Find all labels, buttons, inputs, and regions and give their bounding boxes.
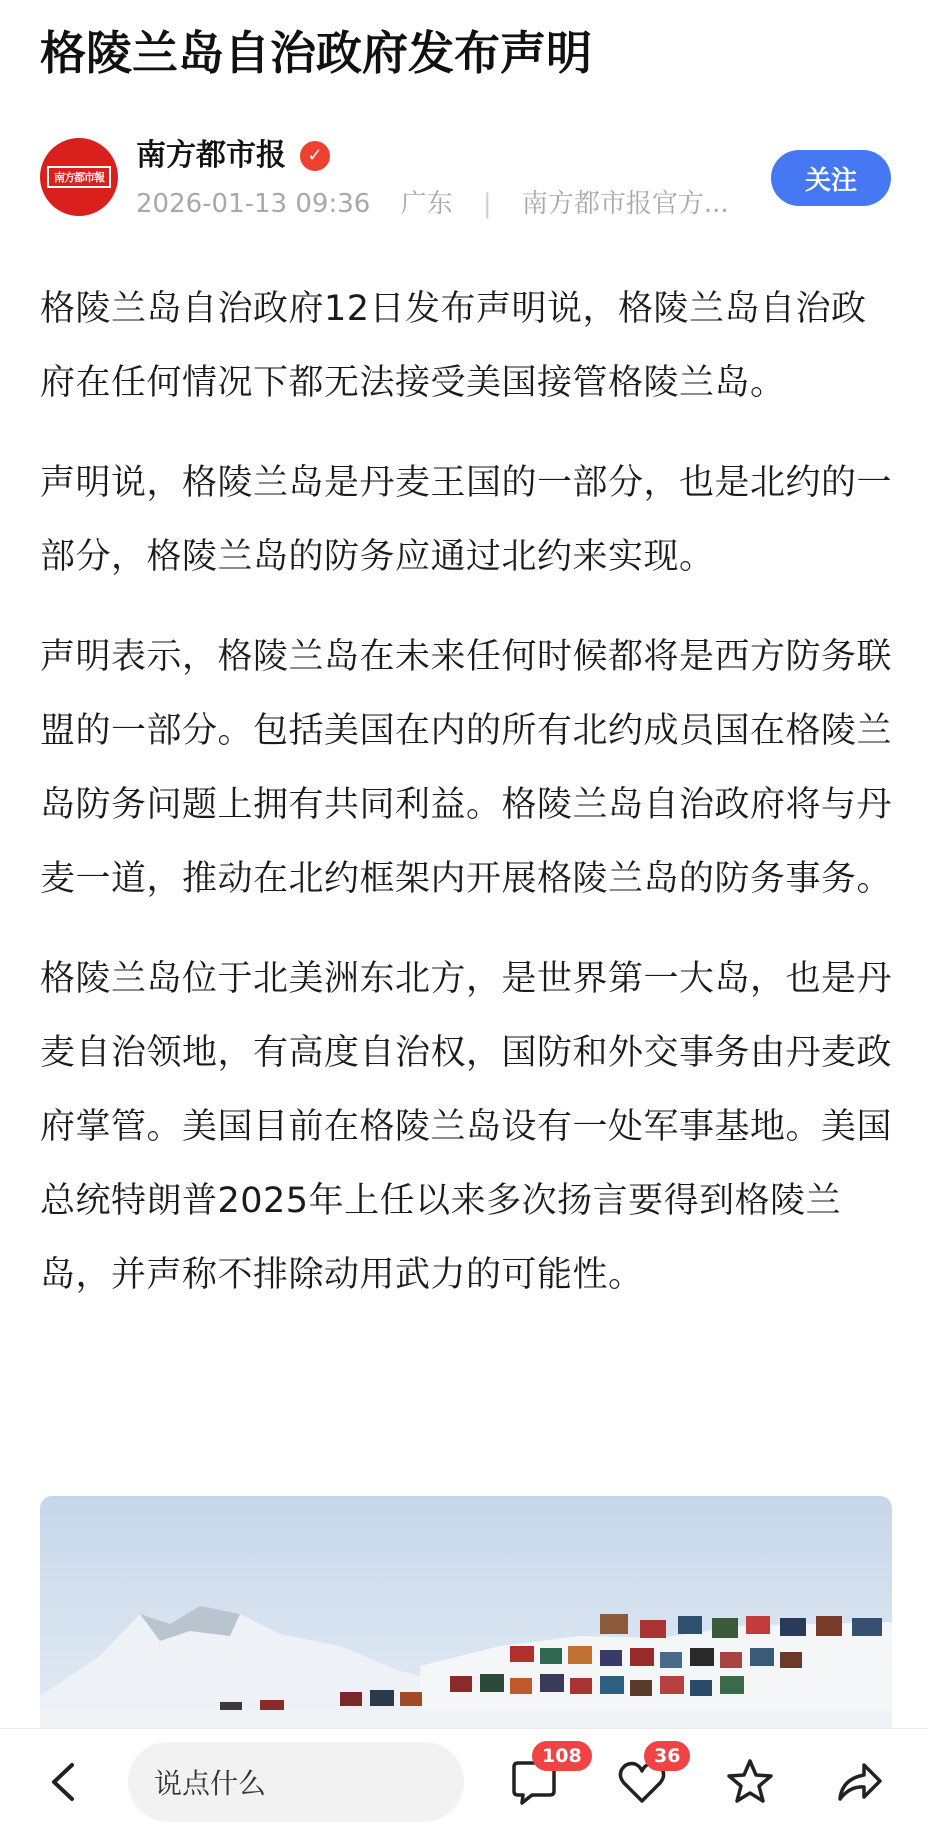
- source-label: 南方都市报官方...: [521, 189, 729, 219]
- comment-count-badge: 108: [532, 1741, 592, 1771]
- like-count-badge: 36: [644, 1741, 690, 1771]
- article-paragraph: 格陵兰岛自治政府12日发布声明说，格陵兰岛自治政府在任何情况下都无法接受美国接管格陵兰岛。: [40, 289, 867, 403]
- star-icon: [722, 1755, 778, 1811]
- article-paragraph: 声明表示，格陵兰岛在未来任何时候都将是西方防务联盟的一部分。包括美国在内的所有北约成员国在格陵兰岛防务问题上拥有共同利益。格陵兰岛自治政府将与丹麦一道，推动在北约框架内开展格陵兰岛的防务事务。: [40, 637, 893, 899]
- share-button[interactable]: [832, 1755, 888, 1811]
- article-title: 格陵兰岛自治政府发布声明: [40, 26, 592, 80]
- article-photo[interactable]: [40, 1496, 892, 1736]
- greenland-town-image: [40, 1496, 892, 1736]
- bottom-action-bar: [0, 1728, 928, 1834]
- article-meta: [136, 186, 776, 222]
- author-row: [40, 136, 892, 236]
- author-name-row[interactable]: [136, 136, 330, 176]
- follow-button[interactable]: 关注: [771, 150, 891, 206]
- meta-divider: |: [482, 189, 492, 219]
- comment-input[interactable]: 说点什么: [128, 1742, 464, 1822]
- back-button[interactable]: [40, 1757, 90, 1807]
- publish-location: 广东: [400, 189, 453, 219]
- avatar-logo-text: 南方都市報: [47, 166, 111, 188]
- share-arrow-icon: [832, 1755, 888, 1811]
- chevron-left-icon: [40, 1757, 90, 1807]
- verified-badge-icon: ✓: [300, 141, 330, 171]
- publish-date: 2026-01-13 09:36: [136, 189, 371, 219]
- article-paragraph: 声明说，格陵兰岛是丹麦王国的一部分，也是北约的一部分，格陵兰岛的防务应通过北约来实现。: [40, 463, 893, 577]
- article-paragraph: 格陵兰岛位于北美洲东北方，是世界第一大岛，也是丹麦自治领地，有高度自治权，国防和外交事务由丹麦政府掌管。美国目前在格陵兰岛设有一处军事基地。美国总统特朗普2025年上任以来多次扬言要得到格陵兰岛，并声称不排除动用武力的可能性。: [40, 959, 893, 1295]
- favorite-button[interactable]: [722, 1755, 778, 1811]
- author-avatar[interactable]: [40, 138, 118, 216]
- author-name[interactable]: 南方都市报: [136, 138, 286, 173]
- like-button[interactable]: [614, 1745, 681, 1811]
- comment-button[interactable]: [506, 1745, 582, 1811]
- article-body: [40, 272, 892, 1338]
